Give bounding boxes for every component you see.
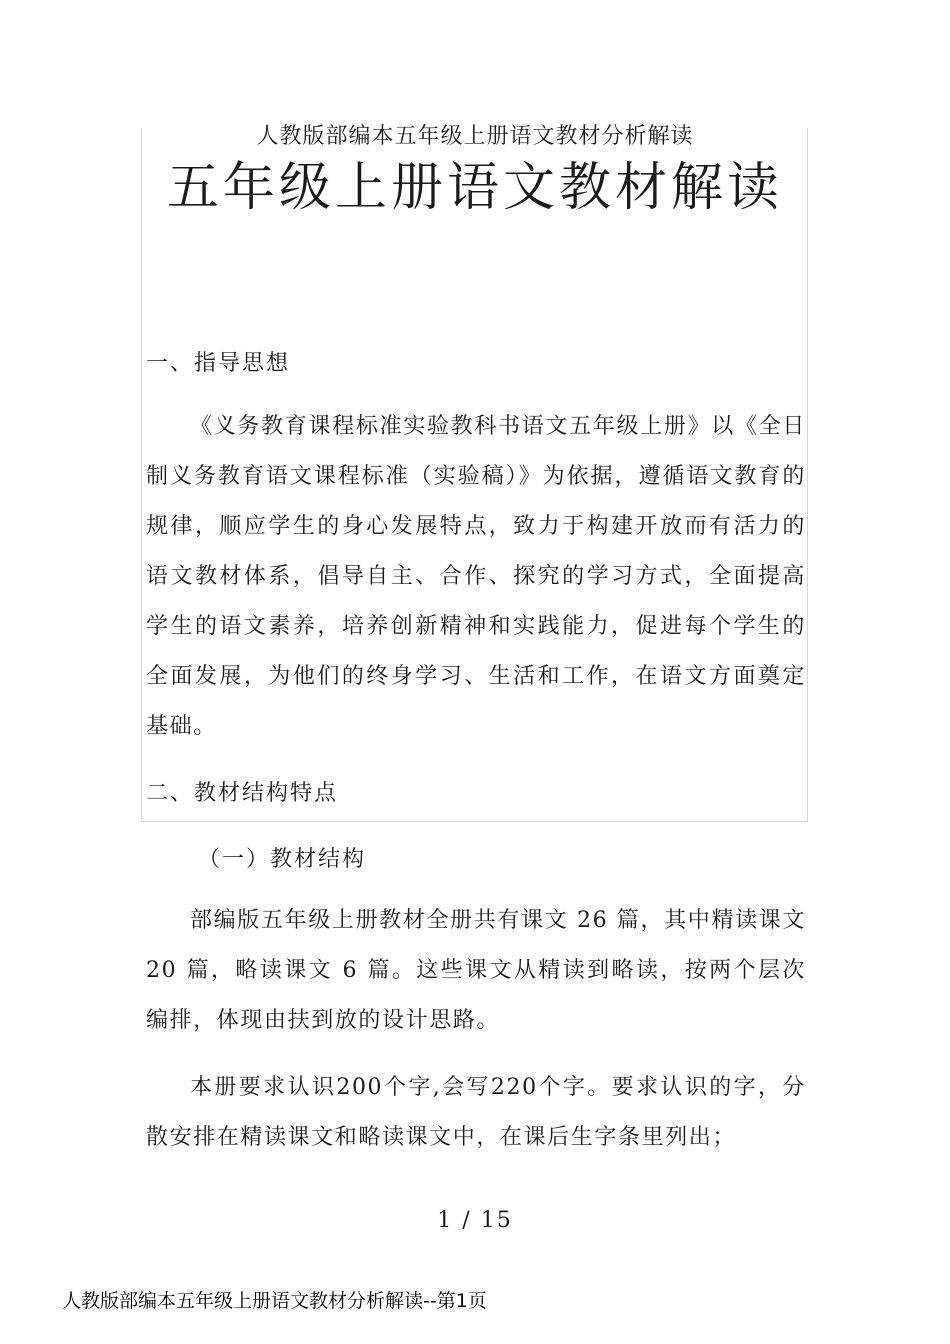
paragraph-guiding-ideology: 《义务教育课程标准实验教科书语文五年级上册》以《全日制义务教育语文课程标准（实验稿）》为依据，遵循语文教育的规律，顺应学生的身心发展特点，致力于构建开放而有活力的语文教材体系，倡导自主、合作、探究的学习方式，全面提高学生的语文素养，培养创新精神和实践能力，促进每个学生的全面发展，为他们的终身学习、生活和工作，在语文方面奠定基础。 xyxy=(146,414,806,739)
subheading-textbook-structure: （一）教材结构 xyxy=(198,847,367,872)
document-header: 人教版部编本五年级上册语文教材分析解读 xyxy=(256,124,694,149)
page-number: 1 / 15 xyxy=(437,1208,513,1233)
document-title: 五年级上册语文教材解读 xyxy=(166,158,783,218)
page-footer: 人教版部编本五年级上册语文教材分析解读--第1页 xyxy=(62,1290,487,1312)
section-heading-structure-features: 二、教材结构特点 xyxy=(146,781,339,806)
section-heading-guiding-ideology: 一、指导思想 xyxy=(146,351,291,376)
paragraph-character-requirements: 本册要求认识200个字,会写220个字。要求认识的字，分散安排在精读课文和略读课文中，在课后生字条里列出； xyxy=(146,1075,806,1150)
paragraph-lesson-count: 部编版五年级上册教材全册共有课文 26 篇，其中精读课文 20 篇，略读课文 6 篇。这些课文从精读到略读，按两个层次编排，体现由扶到放的设计思路。 xyxy=(146,908,806,1033)
